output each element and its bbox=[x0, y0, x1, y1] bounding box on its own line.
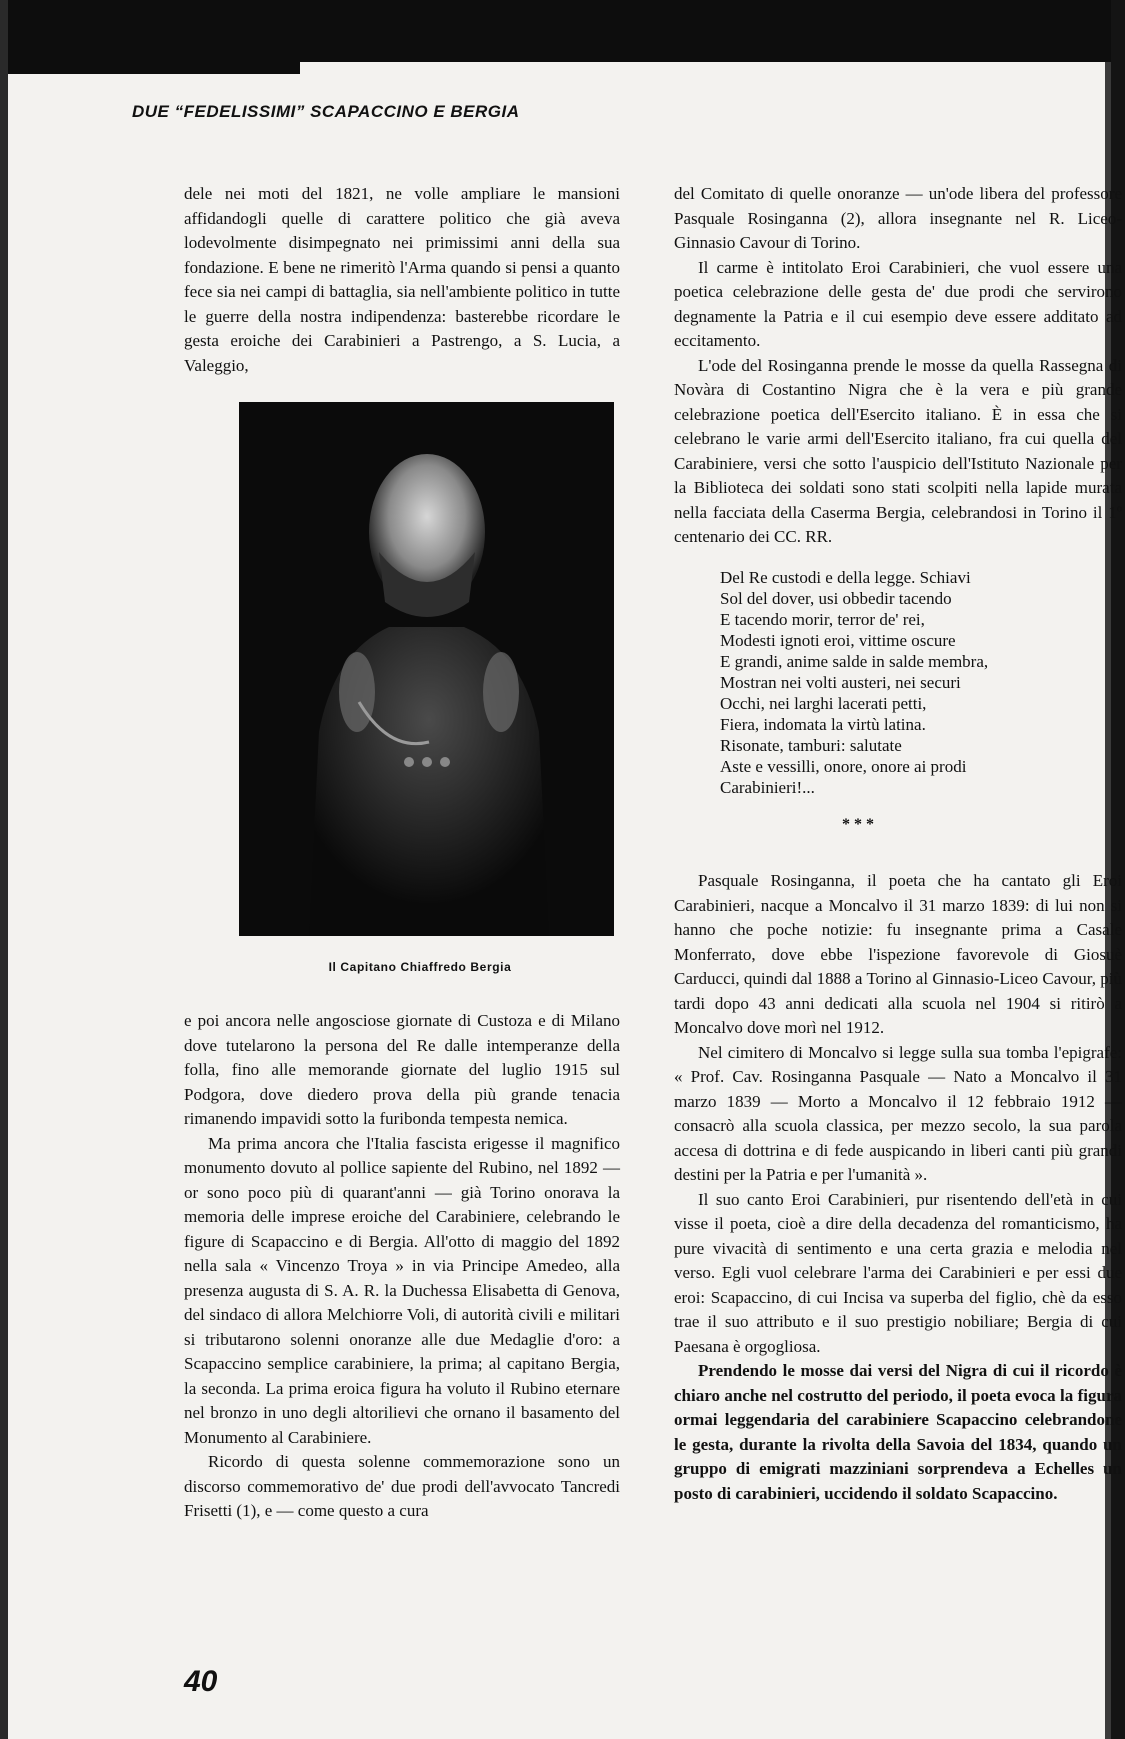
paragraph: Prendendo le mosse dai versi del Nigra di cui il ricordo è chiaro anche nel costrutto del periodo, il poeta evoca la figura ormai leggendaria del carabiniere Scapaccino celebrandone le gesta, durante la rivolta della Savoia del 1834, quando un gruppo di emigrati mazziniani sorprendeva a Echelles un posto di carabinieri, uccidendo il soldato Scapaccino. bbox=[674, 1361, 1122, 1503]
paragraph: del Comitato di quelle onoranze — un'ode libera del professore Pasquale Rosinganna (2), allora insegnante nel R. Liceo-Ginnasio Cavour di Torino. bbox=[674, 184, 1122, 252]
scan-top-border-notch bbox=[0, 52, 300, 74]
section-break-stars: *** bbox=[842, 816, 878, 833]
running-head: DUE “FEDELISSIMI” SCAPACCINO E BERGIA bbox=[132, 102, 520, 121]
poem-line: Del Re custodi e della legge. Schiavi bbox=[720, 568, 971, 587]
scan-left-edge bbox=[0, 0, 8, 1739]
paragraph: L'ode del Rosinganna prende le mosse da quella Rassegna di Novàra di Costantino Nigra che è la vera e più grande celebrazione poetica dell'Esercito italiano. È in essa che si celebrano le varie armi dell'Esercito italiano, fra cui quella del Carabiniere, versi che sotto l'auspicio dell'Istituto Nazionale per la Biblioteca dei soldati sono stati scolpiti nella lapide murata nella facciata della Caserma Bergia, celebrandosi in Torino il 1º centenario dei CC. RR. bbox=[674, 355, 1122, 546]
poem-line: Occhi, nei larghi lacerati petti, bbox=[720, 694, 927, 713]
poem-line: Risonate, tamburi: salutate bbox=[720, 736, 902, 755]
poem-line: Carabinieri!... bbox=[720, 778, 815, 797]
paragraph: Il suo canto Eroi Carabinieri, pur risentendo dell'età in cui visse il poeta, cioè a dire della decadenza del romanticismo, ha pure vivacità di sentimento e una certa grazia e melodia nel verso. Egli vuol celebrare l'arma dei Carabinieri e per essi due eroi: Scapaccino, di cui Incisa va superba del figlio, chè da esso trae il suo attributo e il suo prestigio nobiliare; Bergia di cui Paesana è orgogliosa. bbox=[674, 1189, 1122, 1356]
poem-line: Aste e vessilli, onore, onore ai prodi bbox=[720, 757, 967, 776]
paragraph: Ricordo di questa solenne commemorazione sono un discorso commemorativo de' due prodi dell'avvocato Tancredi Frisetti (1), e — come questo a cura bbox=[184, 1452, 620, 1520]
paragraph: Ma prima ancora che l'Italia fascista erigesse il magnifico monumento dovuto al pollice sapiente del Rubino, nel 1892 — or sono poco più di quarant'anni — già Torino onorava la memoria delle imprese eroiche del Carabiniere, celebrando le figure di Scapaccino e di Bergia. All'otto di maggio del 1892 nella sala « Vincenzo Troya » in via Principe Amedeo, alla presenza augusta di S. A. R. la Duchessa Elisabetta di Genova, del sindaco di allora Melchiorre Voli, di autorità civili e militari si tributarono solenni onoranze alle due Medaglie d'oro: a Scapaccino semplice carabiniere, la prima; al capitano Bergia, la seconda. La prima eroica figura ha voluto il Rubino eternare nel bronzo in uno degli altorilievi che ornano il basamento del Monumento al Carabiniere. bbox=[184, 1133, 620, 1447]
paragraph: Il carme è intitolato Eroi Carabinieri, che vuol essere una poetica celebrazione delle gesta de' due prodi che servirono degnamente la Patria e il cui esempio deve essere additato ad eccitamento. bbox=[674, 257, 1122, 350]
poem-line: E grandi, anime salde in salde membra, bbox=[720, 652, 989, 671]
paragraph: e poi ancora nelle angosciose giornate di Custoza e di Milano dove tutelarono la persona del Re dalle intemperanze della folla, fino alle memorande giornate del luglio 1915 sul Podgora, dove diedero prova della più grande tenacia rimanendo impavidi sotto la furibonda tempesta nemica. bbox=[184, 1011, 620, 1128]
paragraph: Nel cimitero di Moncalvo si legge sulla sua tomba l'epigrafe: « Prof. Cav. Rosinganna Pasquale — Nato a Moncalvo il 31 marzo 1839 — Morto a Moncalvo il 12 febbraio 1912 — consacrò alla scuola classica, per mezzo secolo, la sua parola accesa di dottrina e di fede auspicando in liberi canti più grandi destini per la Patria e per l'umanità ». bbox=[674, 1042, 1122, 1184]
photo-caption: Il Capitano Chiaffredo Bergia bbox=[328, 960, 512, 974]
portrait-figure-icon bbox=[239, 402, 614, 936]
poem-line: Fiera, indomata la virtù latina. bbox=[720, 715, 926, 734]
page-number: 40 bbox=[184, 1665, 218, 1698]
paragraph: Pasquale Rosinganna, il poeta che ha cantato gli Eroi Carabinieri, nacque a Moncalvo il 31 marzo 1839: di lui non si hanno che poche notizie: fu insegnante prima a Casale Monferrato, dove ebbe l'ispezione favorevole di Giosuè Carducci, quindi dal 1888 a Torino al Ginnasio-Liceo Cavour, più tardi dopo 43 anni dedicati alla scuola nel 1904 si ritirò a Moncalvo dove morì nel 1912. bbox=[674, 871, 1122, 1037]
portrait-photo bbox=[239, 402, 614, 936]
poem-line: Sol del dover, usi obbedir tacendo bbox=[720, 589, 952, 608]
column-right-bottom bbox=[674, 869, 1122, 1506]
paragraph: dele nei moti del 1821, ne volle ampliare le mansioni affidandogli quelle di carattere politico che già aveva lodevolmente disimpegnato nei primissimi anni della sua fondazione. E bene ne rimeritò l'Arma quando si pensi a quanto fece sia nei campi di battaglia, sia nell'ambiente politico in tutte le guerre della nostra indipendenza: basterebbe ricordare le gesta eroiche dei Carabinieri a Pastrengo, a S. Lucia, a Valeggio, bbox=[184, 184, 620, 375]
column-left-top bbox=[184, 182, 620, 378]
poem-line: E tacendo morir, terror de' rei, bbox=[720, 610, 925, 629]
column-right-top bbox=[674, 182, 1122, 550]
poem-line: Modesti ignoti eroi, vittime oscure bbox=[720, 631, 956, 650]
poem-line: Mostran nei volti austeri, nei securi bbox=[720, 673, 961, 692]
column-left-bottom bbox=[184, 1009, 620, 1524]
poem-quote bbox=[720, 567, 1100, 798]
